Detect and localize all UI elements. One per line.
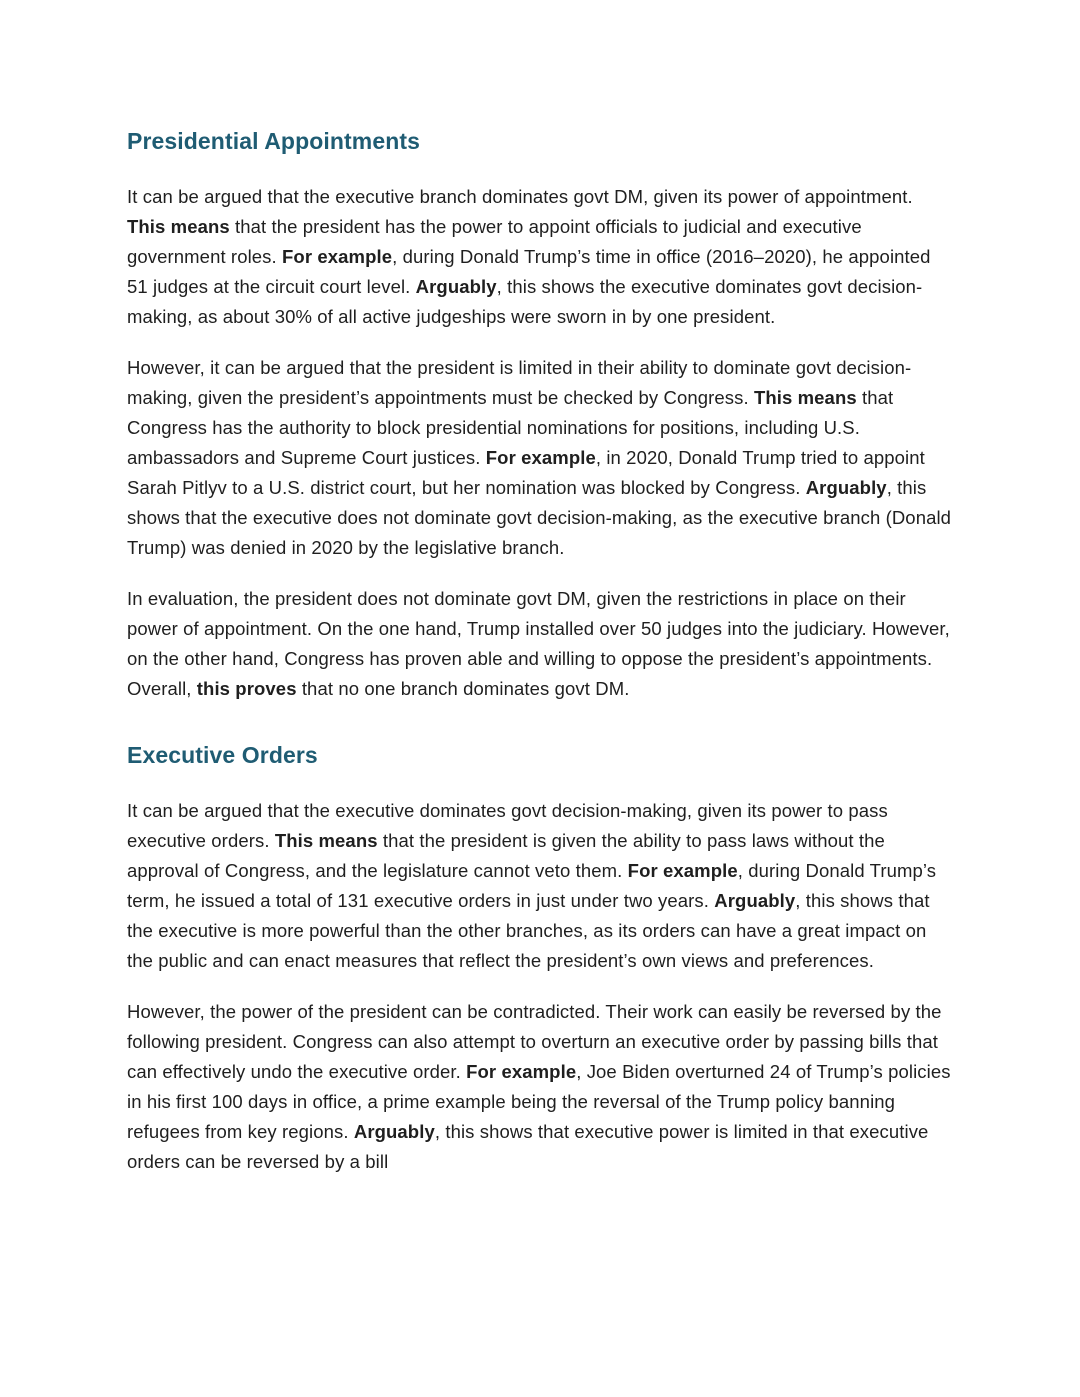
document-content [127,126,952,1177]
text-run: , this shows that the executive is more powerful than the other branches, as its orders can have a great impact on the public and can enact measures that reflect the president’s own views and preferences. [127,890,930,971]
text-run: It can be argued that the executive dominates govt decision-making, given its power to pass executive orders. [127,800,888,851]
bold-phrase: For example [627,860,738,881]
bold-phrase: This means [753,387,857,408]
bold-phrase: For example [485,447,596,468]
text-run: In evaluation, the president does not dominate govt DM, given the restrictions in place on their power of appointment. On the one hand, Trump installed over 50 judges into the judiciary. However, on the other hand, Congress has proven able and willing to oppose the president’s appointments. Overall, [127,588,950,699]
text-run: However, it can be argued that the president is limited in their ability to dominate govt decision-making, given the president’s appointments must be checked by Congress. [127,357,912,408]
bold-phrase: Arguably [353,1121,435,1142]
bold-phrase: Arguably [415,276,497,297]
bold-phrase: this proves [196,678,297,699]
paragraph [127,584,952,704]
text-run: , in 2020, Donald Trump tried to appoint Sarah Pitlyv to a U.S. district court, but her nomination was blocked by Congress. [127,447,925,498]
section-heading: Executive Orders [127,742,318,768]
text-run: It can be argued that the executive branch dominates govt DM, given its power of appointment. [127,186,913,207]
text-run: , this shows that the executive does not dominate govt decision-making, as the executive branch (Donald Trump) was denied in 2020 by the legislative branch. [127,477,952,558]
bold-phrase: Arguably [714,890,796,911]
text-run: , during Donald Trump’s time in office (2016–2020), he appointed 51 judges at the circuit court level. [127,246,931,297]
bold-phrase: This means [274,830,378,851]
text-run: However, the power of the president can be contradicted. Their work can easily be reversed by the following president. Congress can also attempt to overturn an executive order by passing bills that can effectively undo the executive order. [127,1001,942,1082]
bold-phrase: Arguably [805,477,887,498]
bold-phrase: For example [466,1061,577,1082]
text-run: , this shows that executive power is limited in that executive orders can be reversed by a bill [127,1121,929,1172]
paragraph [127,997,952,1177]
paragraph [127,353,952,563]
text-run: that no one branch dominates govt DM. [296,678,630,699]
bold-phrase: This means [127,216,230,237]
text-run: that Congress has the authority to block presidential nominations for positions, including U.S. ambassadors and Supreme Court justices. [127,387,894,468]
paragraph [127,796,952,976]
text-run: that the president is given the ability to pass laws without the approval of Congress, and the legislature cannot veto them. [127,830,885,881]
section-heading: Presidential Appointments [127,128,421,154]
text-run: , Joe Biden overturned 24 of Trump’s policies in his first 100 days in office, a prime example being the reversal of the Trump policy banning refugees from key regions. [127,1061,951,1142]
text-run: , during Donald Trump’s term, he issued a total of 131 executive orders in just under two years. [127,860,937,911]
text-run: , this shows the executive dominates govt decision-making, as about 30% of all active judgeships were sworn in by one president. [127,276,923,327]
bold-phrase: For example [282,246,393,267]
paragraph [127,182,952,332]
text-run: that the president has the power to appoint officials to judicial and executive government roles. [127,216,862,267]
